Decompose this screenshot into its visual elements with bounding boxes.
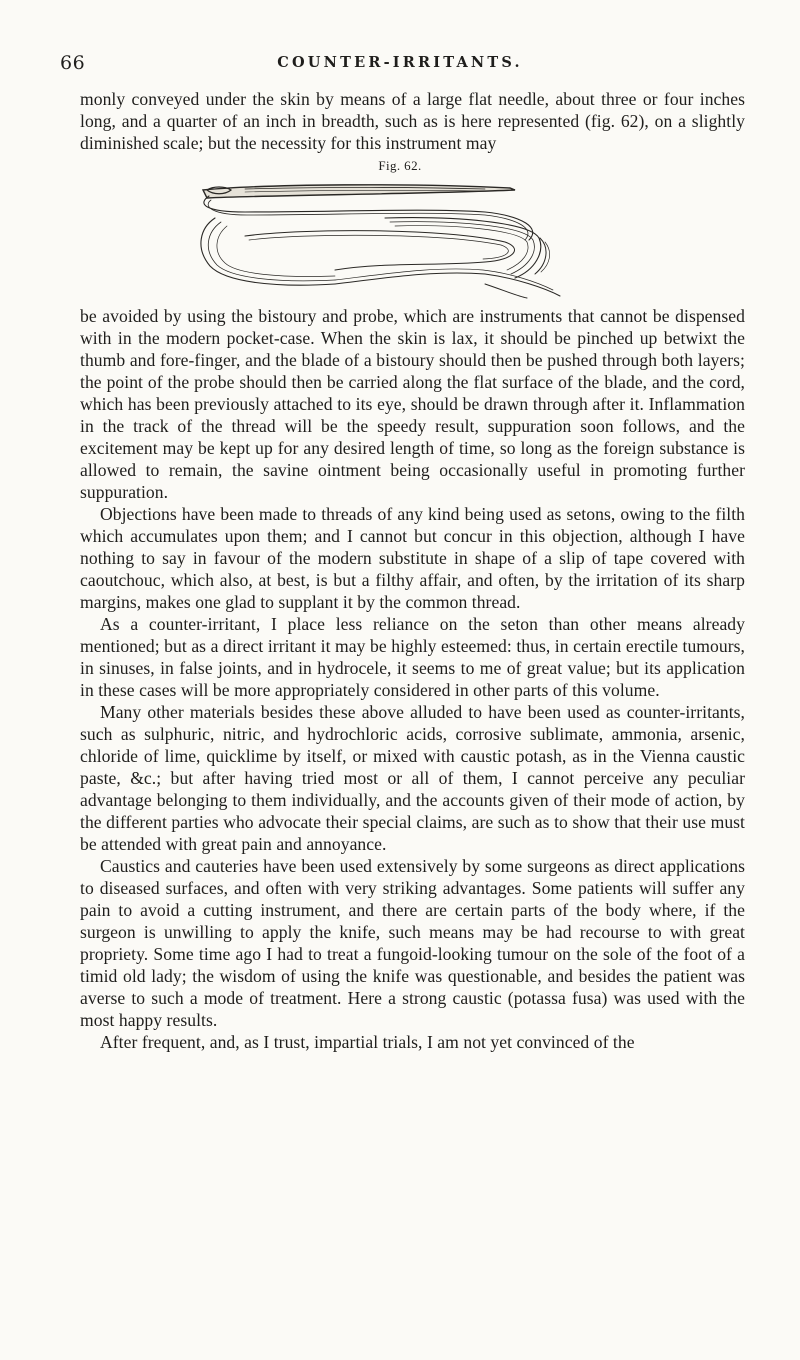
running-title: COUNTER-IRRITANTS. <box>277 54 523 71</box>
paragraph: Objections have been made to threads of any kind being used as setons, owing to the filth which accumulates upon them; and I cannot but concur in this objection, although I have nothing to say in favour of the modern substitute in shape of a slip of tape covered with caoutchouc, which also, at best, is but a filthy affair, and often, by the irritation of its sharp margins, makes one glad to supplant it by the common thread. <box>80 504 745 612</box>
figure-caption: Fig. 62. <box>378 158 422 173</box>
thread-top-loop <box>204 196 533 240</box>
intro-paragraph-block <box>80 88 745 154</box>
paragraph: be avoided by using the bistoury and probe, which are instruments that cannot be dispensed with in the modern pocket-case. When the skin is lax, it should be pinched up betwixt the thumb and fore-finger, and the blade of a bistoury should then be pushed through both layers; the point of the probe should then be carried along the flat surface of the blade, and the cord, which has been previously attached to its eye, should be drawn through after it. Inflammation in the track of the thread will be the speedy result, suppuration soon follows, and the excitement may be kept up for any desired length of time, so long as the foreign substance is allowed to remain, the savine ointment being occasionally useful in promoting further suppuration. <box>80 306 745 502</box>
thread-lower-twist <box>335 273 560 296</box>
intro-paragraph: monly conveyed under the skin by means of a large flat needle, about three or four inches long, and a quarter of an inch in breadth, such as is here represented (fig. 62), on a slightly diminished scale; but the necessity for this instrument may <box>80 89 745 153</box>
paragraph: Many other materials besides these above alluded to have been used as counter-irritants, such as sulphuric, nitric, and hydrochloric acids, corrosive sublimate, ammonia, arsenic, chloride of lime, quicklime by itself, or mixed with caustic potash, as in the Vienna caustic paste, &c.; but after having tried most or all of them, I cannot perceive any peculiar advantage belonging to them individually, and the accounts given of their mode of action, by the different parties who advocate their special claims, are such as to show that their use must be attended with great pain and annoyance. <box>80 702 745 854</box>
paragraph: As a counter-irritant, I place less reliance on the seton than other means already mentioned; but as a direct irritant it may be highly esteemed: thus, in certain erectile tumours, in sinuses, in false joints, and in hydrocele, it seems to me of great value; but its application in these cases will be more appropriately considered in other parts of this volume. <box>80 614 745 700</box>
paragraph: After frequent, and, as I trust, impartial trials, I am not yet convinced of the <box>100 1032 635 1052</box>
seton-needle-icon <box>185 178 625 303</box>
needle-body <box>203 185 515 198</box>
body-text <box>80 305 745 1053</box>
page-number: 66 <box>60 52 86 74</box>
thread-end <box>485 284 527 298</box>
paragraph: Caustics and cauteries have been used extensively by some surgeons as direct applications to diseased surfaces, and often with very striking advantages. Some patients will suffer any pain to avoid a cutting instrument, and there are certain parts of the body where, if the surgeon is unwilling to apply the knife, such means may be had recourse to with great propriety. Some time ago I had to treat a fungoid-looking tumour on the sole of the foot of a timid old lady; the wisdom of using the knife was questionable, and besides the patient was averse to such a mode of treatment. Here a strong caustic (potassa fusa) was used with the most happy results. <box>80 856 745 1030</box>
thread-middle-loop <box>245 231 515 270</box>
running-head <box>60 52 740 76</box>
